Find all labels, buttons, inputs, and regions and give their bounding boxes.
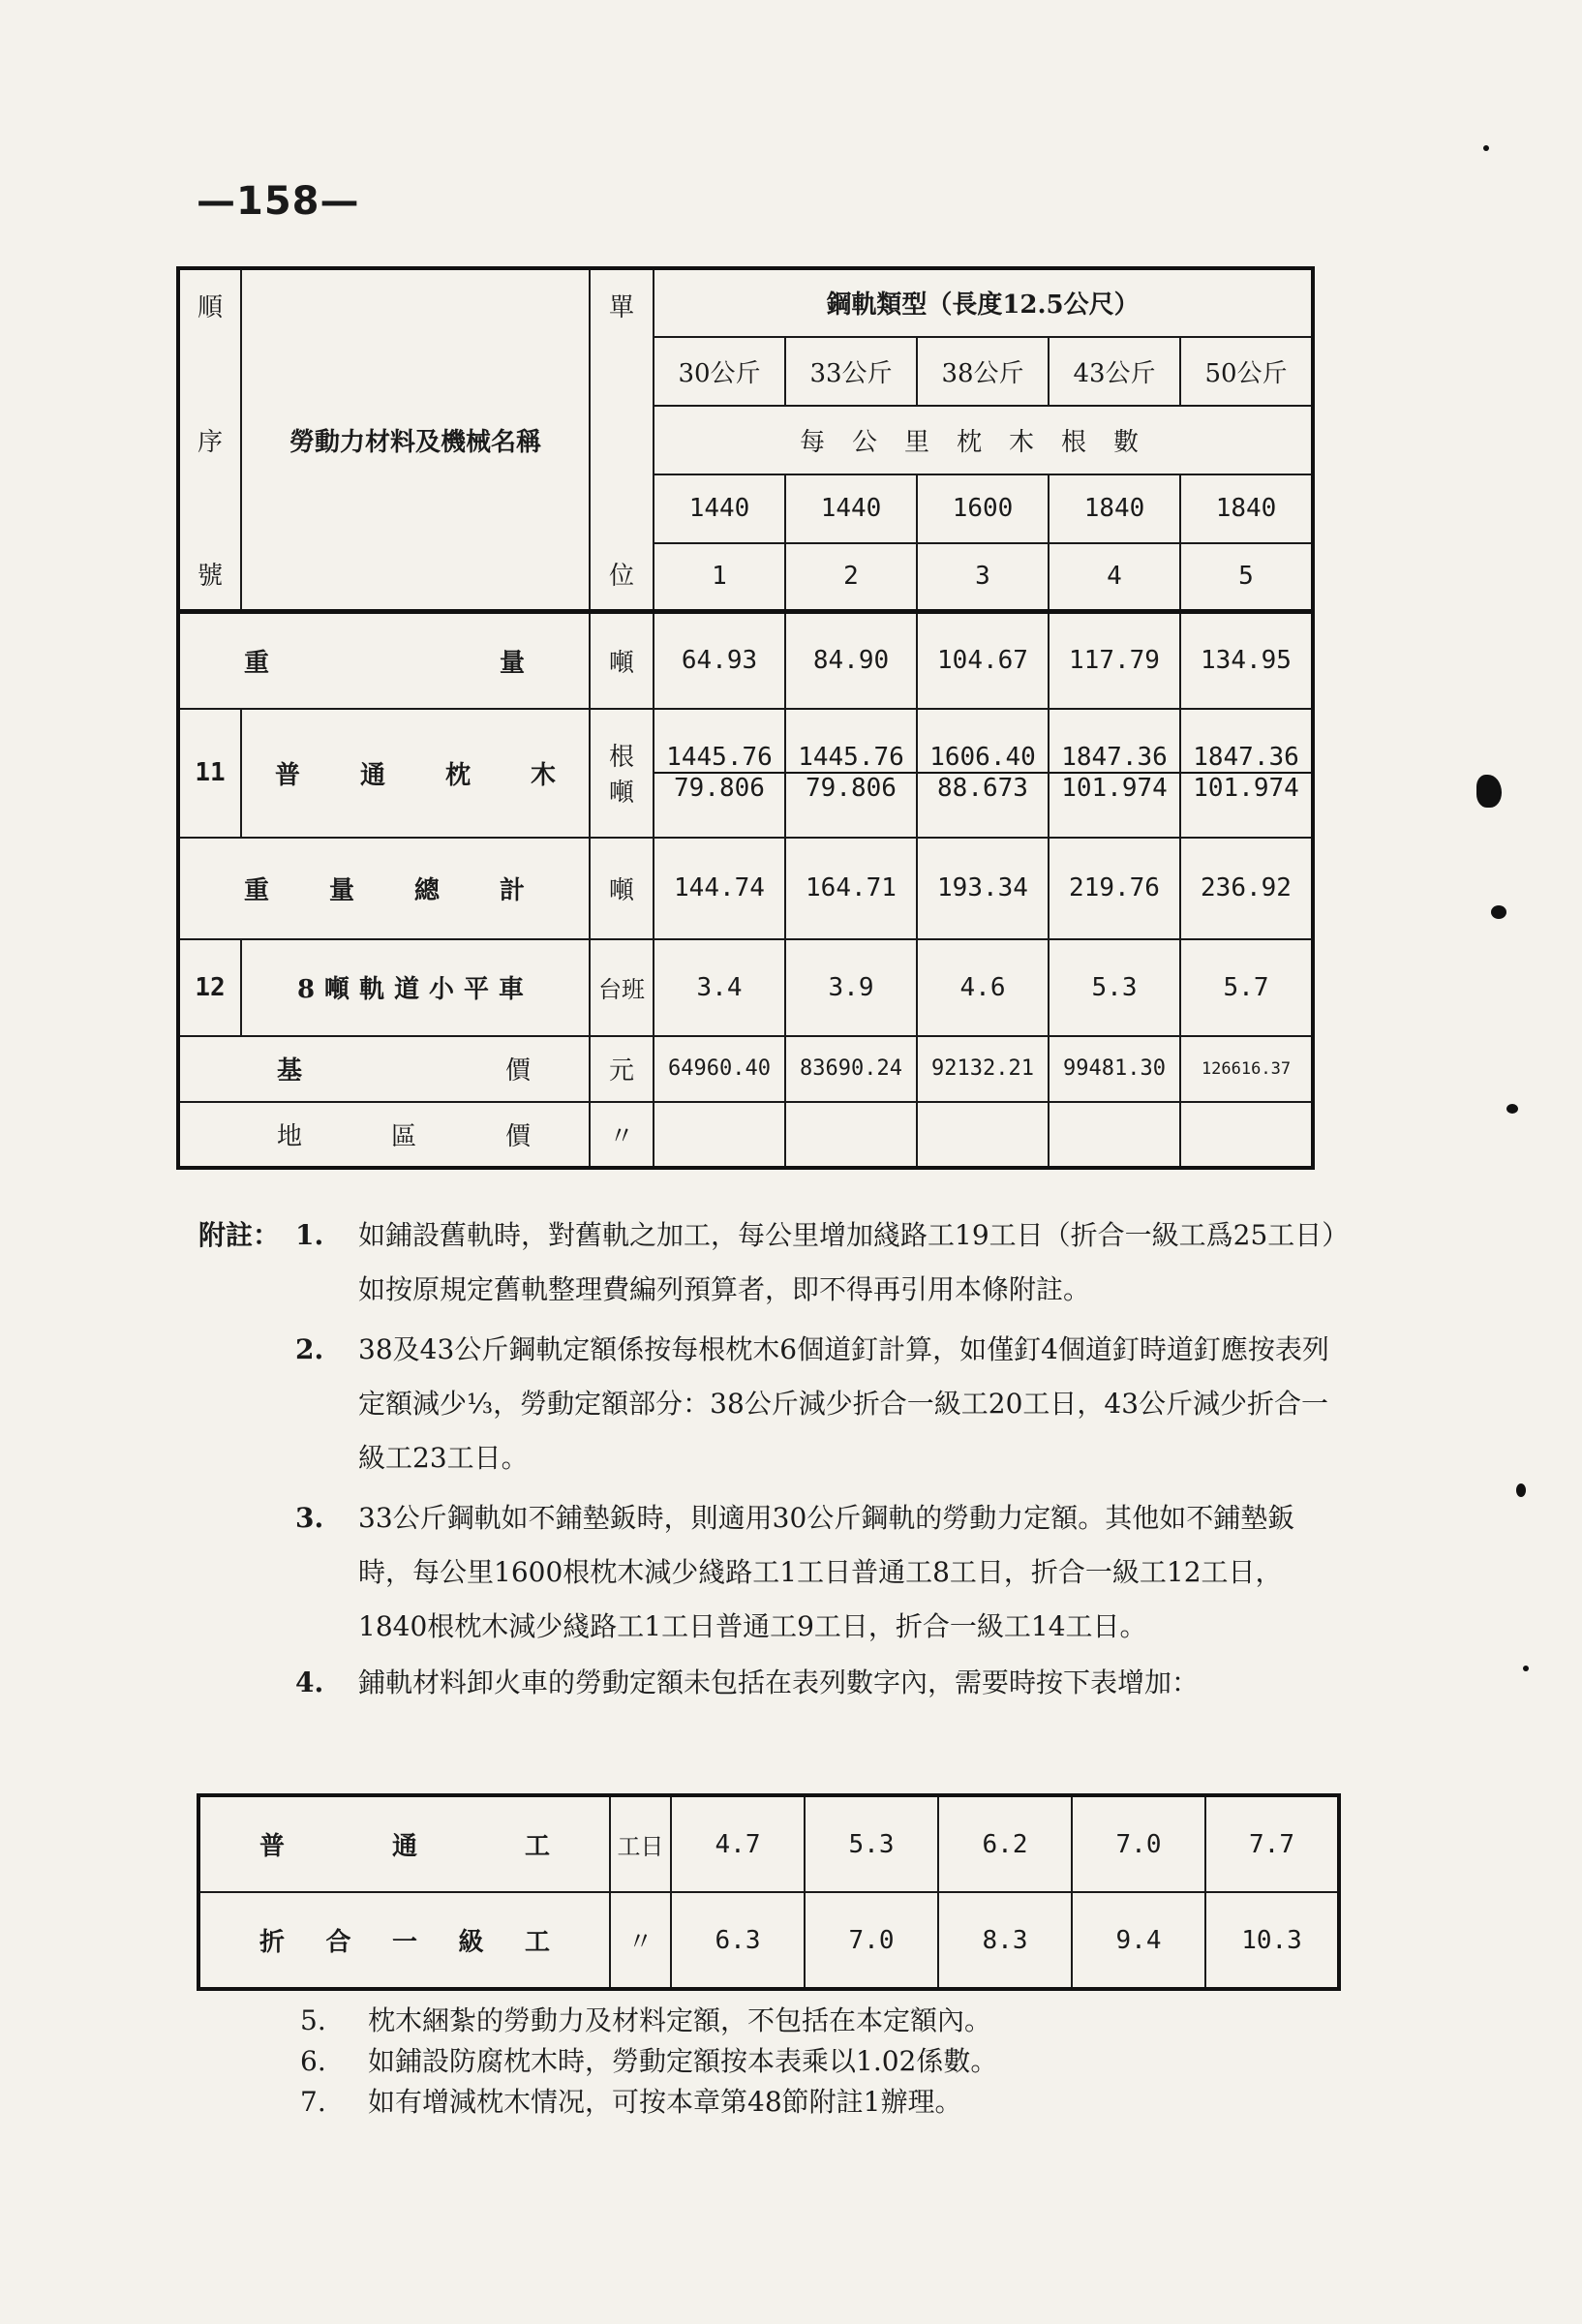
note-5 [300, 2001, 997, 2041]
scan-speck [1523, 1666, 1529, 1671]
note-text: 枕木綑紮的勞動力及材料定額，不包括在本定額內。 [368, 2004, 992, 2036]
col-number: 5 [1180, 543, 1313, 612]
sleeper-count: 1840 [1049, 474, 1180, 543]
cell: 1606.40 88.673 [917, 709, 1049, 838]
cell: 9.4 [1072, 1892, 1205, 1989]
note-text: 如有增減枕木情况，可按本章第48節附註1辦理。 [368, 2086, 962, 2118]
table-row [178, 709, 1313, 838]
table-row [178, 1102, 1313, 1168]
scan-speck [1516, 1483, 1526, 1497]
row-unit: 根 噸 [590, 709, 654, 838]
cell [654, 1102, 785, 1168]
cell: 4.6 [917, 939, 1049, 1036]
note-number: 5. [300, 2004, 326, 2036]
note-2 [198, 1323, 1346, 1485]
cell: 4.7 [671, 1795, 805, 1892]
cell: 3.9 [785, 939, 917, 1036]
table-row [178, 612, 1313, 709]
row-name: 重量 [178, 612, 590, 709]
row-name: 普通枕木 [241, 709, 590, 838]
row-name: 重量總計 [178, 838, 590, 939]
cell: 92132.21 [917, 1036, 1049, 1102]
note-number: 7. [300, 2086, 326, 2118]
row-unit: 噸 [590, 612, 654, 709]
cell: 193.34 [917, 838, 1049, 939]
notes [198, 1208, 1346, 1710]
note-number: 2. [295, 1333, 324, 1365]
row-name: 折合一級工 [198, 1892, 610, 1989]
main-table [176, 266, 1315, 1170]
rail-weight-50: 50公斤 [1180, 337, 1313, 406]
name-column-header: 勞動力材料及機械名稱 [241, 268, 590, 612]
row-unit: 〃 [610, 1892, 671, 1989]
cell: 3.4 [654, 939, 785, 1036]
cell [917, 1102, 1049, 1168]
cell: 1847.36 101.974 [1180, 709, 1313, 838]
cell: 64.93 [654, 612, 785, 709]
cell: 6.3 [671, 1892, 805, 1989]
cell: 6.2 [938, 1795, 1072, 1892]
cell: 219.76 [1049, 838, 1180, 939]
cell: 134.95 [1180, 612, 1313, 709]
col-number: 3 [917, 543, 1049, 612]
cell: 83690.24 [785, 1036, 917, 1102]
table-row [198, 1795, 1339, 1892]
note-text: 如鋪設舊軌時，對舊軌之加工，每公里增加綫路工19工日（折合一級工爲25工日）如按原規定舊軌整理費編列預算者，即不得再引用本條附註。 [358, 1219, 1336, 1305]
cell: 144.74 [654, 838, 785, 939]
row-unit: 台班 [590, 939, 654, 1036]
cell: 5.3 [805, 1795, 938, 1892]
rail-weight-38: 38公斤 [917, 337, 1049, 406]
table-row [198, 1892, 1339, 1989]
notes-label: 附註： [198, 1219, 281, 1251]
row-name: 普通工 [198, 1795, 610, 1892]
row-seq: 11 [178, 709, 241, 838]
cell: 10.3 [1205, 1892, 1339, 1989]
note-4 [198, 1656, 1346, 1710]
row-name: 8噸軌道小平車 [241, 939, 590, 1036]
col-number: 2 [785, 543, 917, 612]
col-number: 4 [1049, 543, 1180, 612]
note-number: 1. [295, 1219, 324, 1251]
cell: 99481.30 [1049, 1036, 1180, 1102]
cell: 1847.36 101.974 [1049, 709, 1180, 838]
cell: 5.3 [1049, 939, 1180, 1036]
note-text: 鋪軌材料卸火車的勞動定額未包括在表列數字內，需要時按下表增加： [358, 1667, 1200, 1698]
sub-table [197, 1793, 1341, 1991]
note-number: 3. [295, 1502, 324, 1534]
note-6 [300, 2041, 997, 2082]
row-name: 地 區 價 [178, 1102, 590, 1168]
row-unit: 工日 [610, 1795, 671, 1892]
note-text: 38及43公斤鋼軌定額係按每根枕木6個道釘計算，如僅釘4個道釘時道釘應按表列定額減少⅓，勞動定額部分：38公斤減少折合一級工20工日，43公斤減少折合一級工23工日。 [358, 1333, 1329, 1474]
note-text: 如鋪設防腐枕木時，勞動定額按本表乘以1.02係數。 [368, 2045, 998, 2077]
row-name: 基 價 [178, 1036, 590, 1102]
rail-weight-30: 30公斤 [654, 337, 785, 406]
row-unit: 元 [590, 1036, 654, 1102]
sleeper-caption: 每公里枕木根數 [654, 406, 1313, 474]
table-row [178, 1036, 1313, 1102]
cell: 236.92 [1180, 838, 1313, 939]
cell [1180, 1102, 1313, 1168]
cell: 126616.37 [1180, 1036, 1313, 1102]
cell: 164.71 [785, 838, 917, 939]
note-7 [300, 2082, 997, 2123]
note-text: 33公斤鋼軌如不鋪墊鈑時，則適用30公斤鋼軌的勞動力定額。其他如不鋪墊鈑時，每公里1600根枕木減少綫路工1工日普通工8工日，折合一級工12工日，1840根枕木減少綫路工1工日普通工9工日，折合一級工14工日。 [358, 1502, 1295, 1642]
cell: 1445.76 79.806 [785, 709, 917, 838]
cell: 7.0 [1072, 1795, 1205, 1892]
scan-speck [1476, 775, 1502, 808]
scan-speck [1483, 145, 1489, 151]
row-unit: 〃 [590, 1102, 654, 1168]
sleeper-count: 1600 [917, 474, 1049, 543]
table-row [178, 838, 1313, 939]
row-seq: 12 [178, 939, 241, 1036]
rail-weight-33: 33公斤 [785, 337, 917, 406]
unit-header: 單 位 [590, 268, 654, 612]
col-number: 1 [654, 543, 785, 612]
cell: 104.67 [917, 612, 1049, 709]
cell: 64960.40 [654, 1036, 785, 1102]
rail-weight-43: 43公斤 [1049, 337, 1180, 406]
cell [1049, 1102, 1180, 1168]
row-unit: 噸 [590, 838, 654, 939]
cell: 8.3 [938, 1892, 1072, 1989]
seq-header: 順 序 號 [178, 268, 241, 612]
cell: 84.90 [785, 612, 917, 709]
cell: 117.79 [1049, 612, 1180, 709]
cell: 7.7 [1205, 1795, 1339, 1892]
rail-type-header: 鋼軌類型（長度12.5公尺） [654, 268, 1313, 337]
sleeper-count: 1440 [654, 474, 785, 543]
scan-speck [1491, 905, 1506, 919]
scan-speck [1506, 1104, 1518, 1114]
note-number: 6. [300, 2045, 326, 2077]
cell: 7.0 [805, 1892, 938, 1989]
cell [785, 1102, 917, 1168]
cell: 5.7 [1180, 939, 1313, 1036]
page-number: —158— [197, 179, 360, 224]
note-1 [198, 1208, 1346, 1317]
sleeper-count: 1440 [785, 474, 917, 543]
note-number: 4. [295, 1667, 324, 1698]
sleeper-count: 1840 [1180, 474, 1313, 543]
tail-notes [300, 2001, 997, 2123]
cell: 1445.76 79.806 [654, 709, 785, 838]
note-3 [198, 1491, 1346, 1654]
table-row [178, 939, 1313, 1036]
